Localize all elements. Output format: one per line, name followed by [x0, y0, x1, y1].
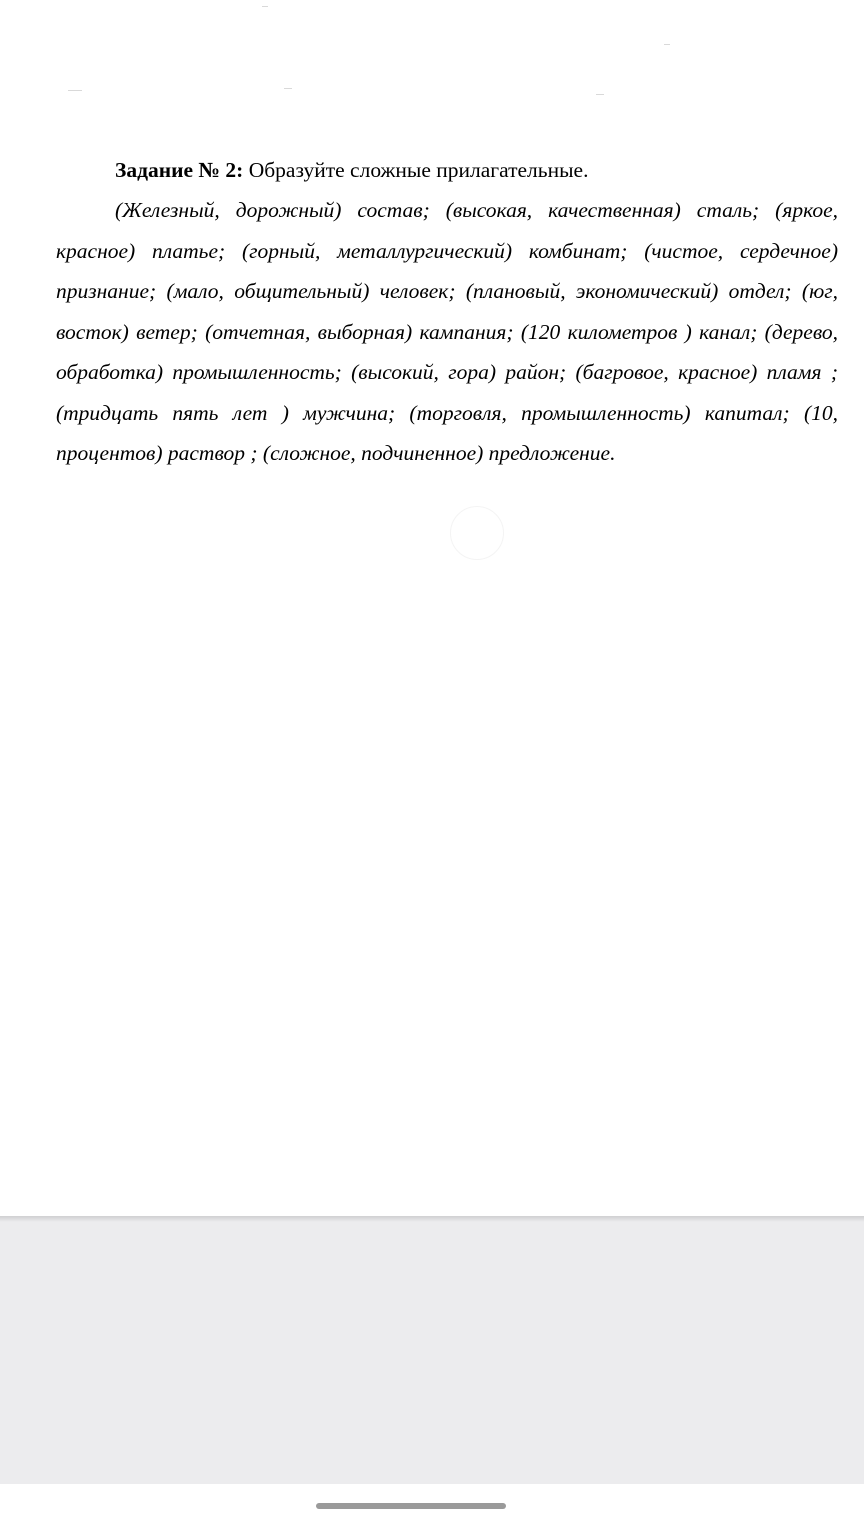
task-exercise-text: (Железный, дорожный) состав; (высокая, качественная) сталь; (яркое, красное) платье; (горный, металлургический) комбинат; (чистое, сердечное) признание; (мало, общительный) человек; (плановый, экономический) отдел; (юг, восток) ветер; (отчетная, выборная) кампания; (120 километров ) канал; (дерево, обработка) промышленность; (высокий, гора) район; (багровое, красное) пламя ; (тридцать пять лет ) мужчина; (торговля, промышленность) капитал; (10, процентов) раствор ; (сложное, подчиненное) предложение.	[56, 198, 838, 465]
task-block	[56, 150, 838, 474]
scan-artifact	[664, 44, 670, 45]
scan-artifact	[262, 6, 268, 7]
scan-artifact	[284, 88, 292, 89]
task-number-label: Задание № 2:	[115, 158, 244, 182]
viewer-background	[0, 1222, 864, 1484]
scan-artifact	[68, 90, 82, 91]
task-heading	[56, 150, 838, 190]
task-instruction: Образуйте сложные прилагательные.	[243, 158, 589, 182]
faint-circle-mark	[450, 506, 504, 560]
scan-artifact	[596, 94, 604, 95]
home-indicator-bar[interactable]	[316, 1503, 506, 1509]
